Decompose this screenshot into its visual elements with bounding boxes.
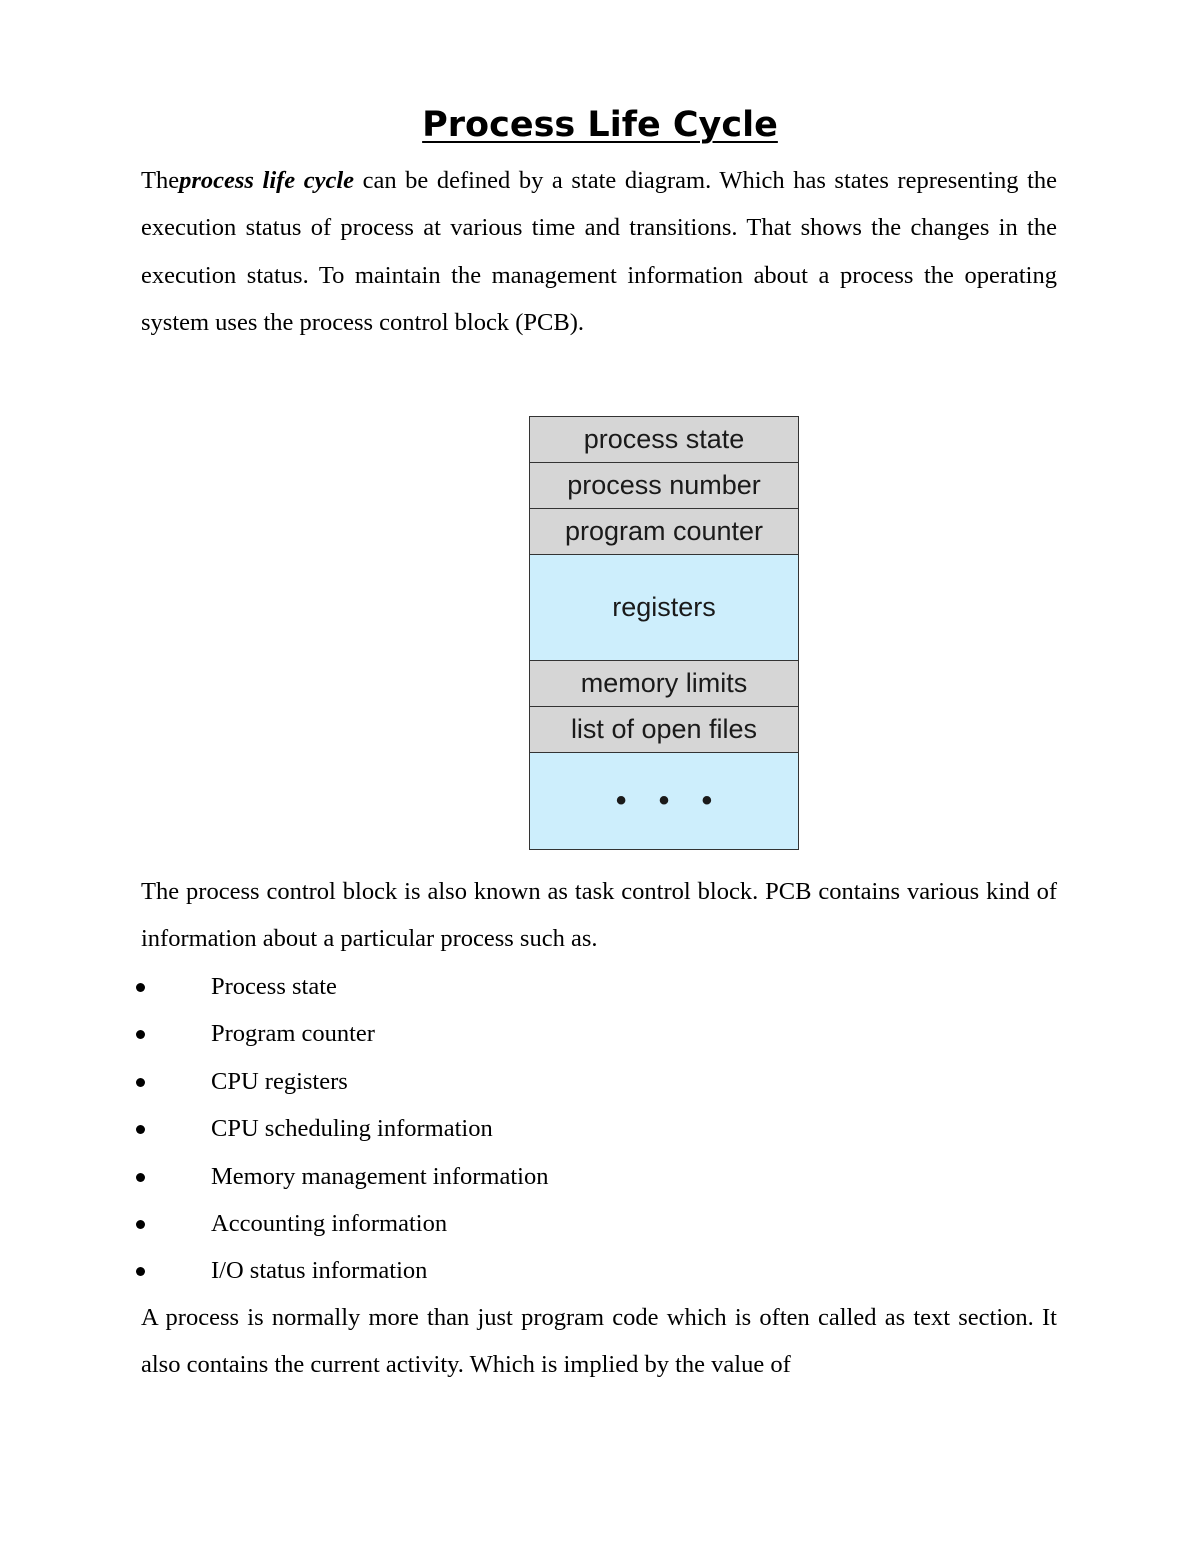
pcb-row-open-files: list of open files — [530, 707, 798, 753]
pcb-row-process-number: process number — [530, 463, 798, 509]
list-item — [0, 1058, 1200, 1105]
intro-emphasis: process life cycle — [179, 167, 355, 194]
list-item-text: Accounting information — [211, 1209, 448, 1237]
pcb-diagram — [529, 416, 799, 850]
bullet-icon — [136, 1220, 145, 1229]
list-item-text: Program counter — [211, 1020, 375, 1048]
list-item — [0, 1200, 1200, 1247]
bullet-icon — [136, 1030, 145, 1039]
intro-rest: can be defined by a state diagram. Which has states representing the execution status of process at various time and transitions. That shows the changes in the execution status. To maintain the management information about a process the operating system uses the process control block (PCB). — [141, 167, 1057, 337]
list-item-text: I/O status information — [211, 1257, 428, 1285]
list-item-text: CPU registers — [211, 1067, 348, 1095]
list-item-text: Memory management information — [211, 1162, 549, 1190]
pcb-row-process-state: process state — [530, 417, 798, 463]
pcb-description-paragraph: The process control block is also known as task control block. PCB contains various kind of information about a particular process such as. — [141, 878, 1057, 953]
list-item-text: CPU scheduling information — [211, 1115, 493, 1143]
list-item — [0, 963, 1200, 1010]
pcb-row-ellipsis: • • • — [530, 753, 798, 849]
bullet-icon — [136, 983, 145, 992]
bullet-icon — [136, 1267, 145, 1276]
list-item-text: Process state — [211, 973, 337, 1000]
bullet-icon — [136, 1078, 145, 1087]
pcb-contents-list — [0, 963, 1200, 1295]
pcb-row-registers: registers — [530, 555, 798, 661]
list-item — [0, 1153, 1200, 1200]
list-item — [0, 1010, 1200, 1057]
list-item — [0, 1105, 1200, 1152]
page-title: Process Life Cycle — [422, 105, 778, 146]
pcb-row-memory-limits: memory limits — [530, 661, 798, 707]
bullet-icon — [136, 1125, 145, 1134]
bullet-icon — [136, 1173, 145, 1182]
intro-lead: The — [141, 167, 180, 194]
pcb-row-program-counter: program counter — [530, 509, 798, 555]
list-item — [0, 1247, 1200, 1294]
intro-paragraph — [141, 157, 1057, 347]
process-text-paragraph: A process is normally more than just program code which is often called as text section. It also contains the current activity. Which is implied by the value of — [141, 1304, 1057, 1379]
